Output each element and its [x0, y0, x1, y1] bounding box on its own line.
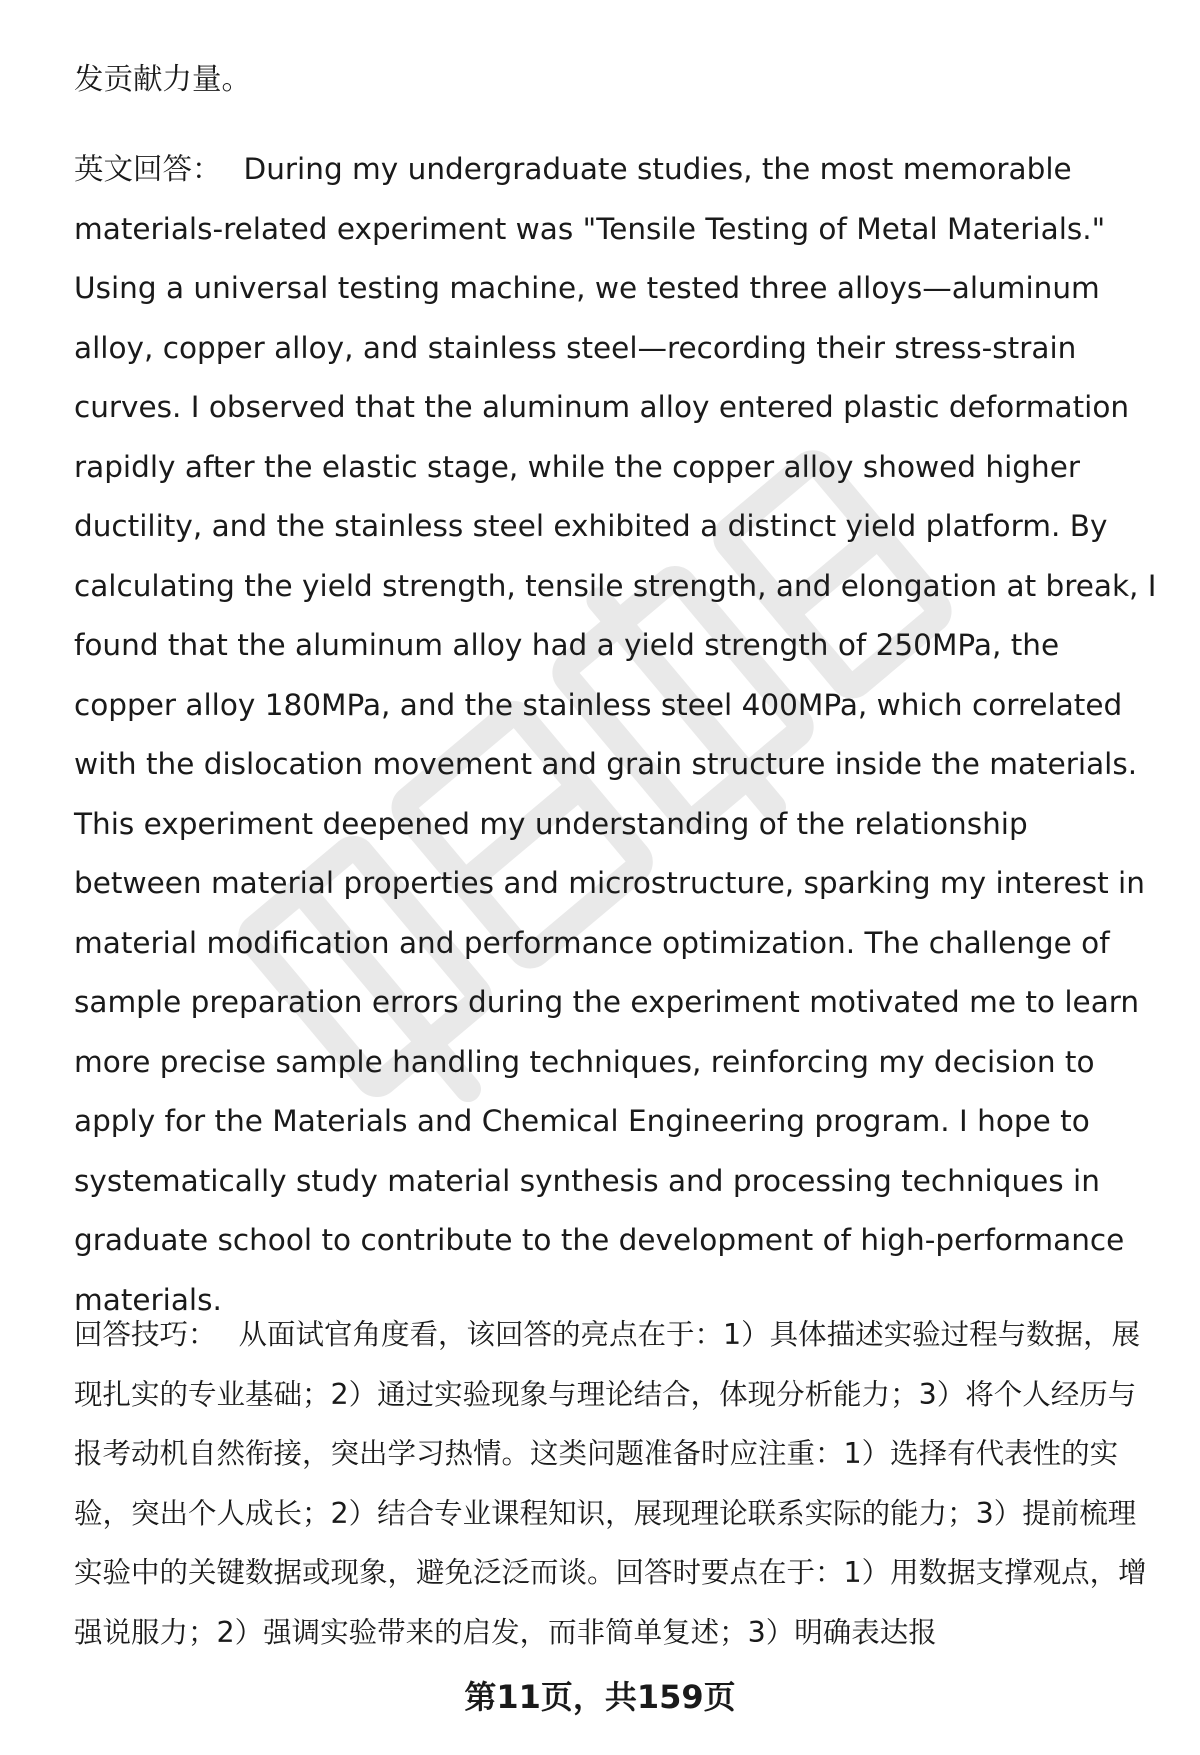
continuation-text: 发贡献力量。 [74, 62, 252, 96]
answer-tips-paragraph [74, 1305, 1164, 1662]
answer-tips-text: 从面试官角度看，该回答的亮点在于：1）具体描述实验过程与数据，展现扎实的专业基础；2）通过实验现象与理论结合，体现分析能力；3）将个人经历与报考动机自然衔接，突出学习热情。这类问题准备时应注重：1）选择有代表性的实验，突出个人成长；2）结合专业课程知识，展现理论联系实际的能力；3）提前梳理实验中的关键数据或现象，避免泛泛而谈。回答时要点在于：1）用数据支撑观点，增强说服力；2）强调实验带来的启发，而非简单复述；3）明确表达报 [74, 1318, 1147, 1649]
answer-tips-label: 回答技巧： [74, 1318, 217, 1351]
continuation-paragraph [74, 50, 1164, 110]
page-number-footer: 第11页，共159页 [464, 1678, 736, 1716]
english-answer-label: 英文回答： [74, 152, 222, 186]
english-answer-text: During my undergraduate studies, the most memorable materials-related experiment was "Tensile Testing of Metal Materials." Using a universal testing machine, we tested three alloys—aluminum alloy, copper alloy, and stainless steel—recording their stress-strain curves. I observed that the aluminum alloy entered plastic deformation rapidly after the elastic stage, while the copper alloy showed higher ductility, and the stainless steel exhibited a distinct yield platform. By calculating the yield strength, tensile strength, and elongation at break, I found that the aluminum alloy had a yield strength of 250MPa, the copper alloy 180MPa, and the stainless steel 400MPa, which correlated with the dislocation movement and grain structure inside the materials. This experiment deepened my understanding of the relationship between material properties and microstructure, sparking my interest in material modification and performance optimization. The challenge of sample preparation errors during the experiment motivated me to learn more precise sample handling techniques, reinforcing my decision to apply for the Materials and Chemical Engineering program. I hope to systematically study material synthesis and processing techniques in graduate school to contribute to the development of high-performance materials. [74, 152, 1157, 1317]
english-answer-paragraph [74, 140, 1164, 1330]
